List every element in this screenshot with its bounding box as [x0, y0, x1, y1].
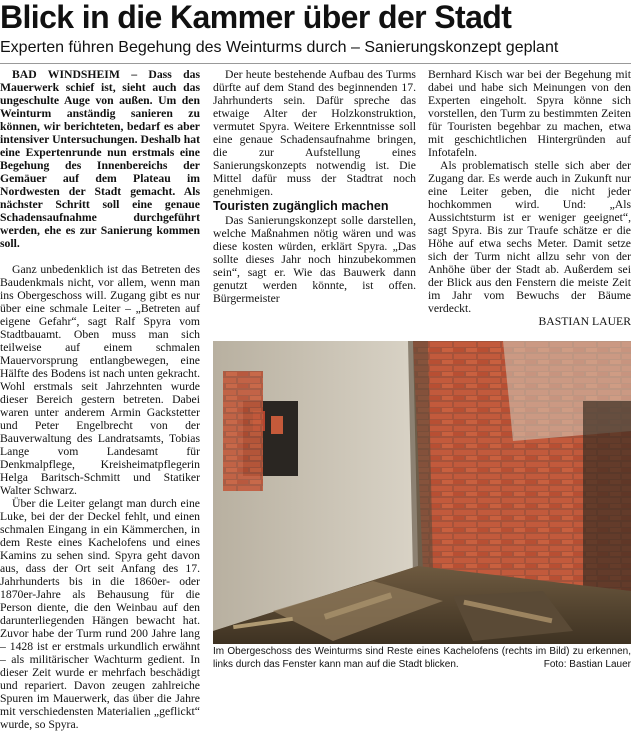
intertitle: Touristen zugänglich machen [213, 199, 389, 213]
author-byline: BASTIAN LAUER [538, 315, 631, 328]
body-paragraph: Das Sanierungskonzept solle darstellen, welche Maßnahmen nötig wären und was diese kosten würden, erklärt Spyra. „Das sollte dieses Jahr noch hinzubekommen sein“, sagt er. Wie das Bauwerk dann genutzt werden könnte, ist offen. Bürgermeister [213, 214, 416, 305]
column-2 [213, 68, 416, 336]
body-paragraph: Bernhard Kisch war bei der Begehung mit dabei und habe sich Meinungen von den Experten eingeholt. Spyra könne sich vorstellen, den Turm zu bestimmten Zeiten für Touristen begehbar zu machen, etwa mit geschichtlichen Hintergründen auf Infotafeln. [428, 68, 631, 159]
article-photo [213, 341, 631, 644]
caption-text: Im Obergeschoss des Weinturms sind Reste eines Kachelofens (rechts im Bild) zu erkennen, links durch das Fenster kann man auf die Stadt blicken. [213, 646, 631, 670]
body-paragraph: Über die Leiter gelangt man durch eine Luke, bei der der Deckel fehlt, und einen schmalen Eingang in ein Kämmerchen, in dem Reste eines Kachelofens und eines Kamins zu sehen sind. Spyra geht davon aus, dass der Ort seit Anfang des 17. Jahrhunderts bis in die 1860er- oder 1870er-Jahre als Behausung für die Person diente, die den Weinbau auf den darunterliegenden Hängen bewacht hat. Zuvor habe der Turm rund 200 Jahre lang – 1428 ist er erstmals urkundlich erwähnt – als militärischer Wachturm gedient. In dieser Zeit wurde er mehrfach beschädigt und repariert. Davon zeugen zahlreiche Spuren im Mauerwerk, das über die Jahre mit verschiedensten Materialien „geflickt“ wurde, so Spyra. [0, 497, 200, 731]
header-divider [0, 63, 631, 64]
column-3 [428, 68, 631, 336]
body-paragraph: Ganz unbedenklich ist das Betreten des Baudenkmals nicht, vor allem, wenn man ins Obergeschoss will. Zugang gibt es nur über eine schmale Leiter – „Betreten auf eigene Gefahr“, sagt Ralf Spyra vom Stadtbauamt. Oben muss man sich teilweise auf einem schmalen Mauervorsprung entlangbewegen, eine Hälfte des Bodens ist nach unten gekracht. Wohl erstmals seit Jahrzehnten wurde dieser Bereich gestern betreten. Dabei waren unter anderem Armin Gackstetter und Peter Engelbrecht von der Bauverwaltung des Landratsamts, Tobias Lange vom Landesamt für Denkmalpflege, Kreisheimatpflegerin Helga Baritsch-Schmitt und Statiker Walter Schwarz. [0, 263, 200, 497]
photo-interior-weinturm-icon [213, 341, 631, 644]
photo-credit: Foto: Bastian Lauer [543, 659, 631, 670]
column-1 [0, 68, 200, 731]
headline: Blick in die Kammer über der Stadt [0, 0, 512, 35]
photo-caption [213, 645, 631, 671]
body-paragraph: Als problematisch stelle sich aber der Zugang dar. Es werde auch in Zukunft nur eine Leiter geben, die nicht jeder hochkommen wird. Und: „Als Aussichtsturm ist er weniger geeignet“, sagt Spyra. Bis zur Traufe schätze er die Höhe auf etwa sechs Meter. Damit setze sich der Turm nicht allzu sehr von der Anhöhe über der Stadt ab. Außerdem sei der Blick aus den Fenstern die meiste Zeit im Jahr vom Bewuchs der Bäume verdeckt. [428, 159, 631, 315]
lead-paragraph: BAD WINDSHEIM – Dass das Mauerwerk schief ist, sieht auch das ungeschulte Auge von außen. Um den Weinturm anständig sanieren zu können, wir berichteten, bedarf es aber intensiver Untersuchungen. Deshalb hat eine Expertenrunde nun erstmals eine Begehung des Innenbereichs der Gemäuer auf dem Plateau im Nordwesten der Stadt gemacht. Als nächster Schritt soll eine genaue Schadensaufnahme durchgeführt werden, ehe es zur Sanierung kommen soll. [0, 68, 200, 250]
body-paragraph: Der heute bestehende Aufbau des Turms dürfte auf dem Stand des beginnenden 17. Jahrhunderts sein. Dafür spreche das etwaige Alter der Holzkonstruktion, vermutet Spyra. Weitere Erkenntnisse soll eine genaue Schadensaufnahme bringen, die zur Aufstellung eines Sanierungskonzepts notwendig ist. Die Mittel dafür muss der Stadtrat noch genehmigen. [213, 68, 416, 198]
subheadline: Experten führen Begehung des Weinturms durch – Sanierungskonzept geplant [0, 39, 559, 56]
